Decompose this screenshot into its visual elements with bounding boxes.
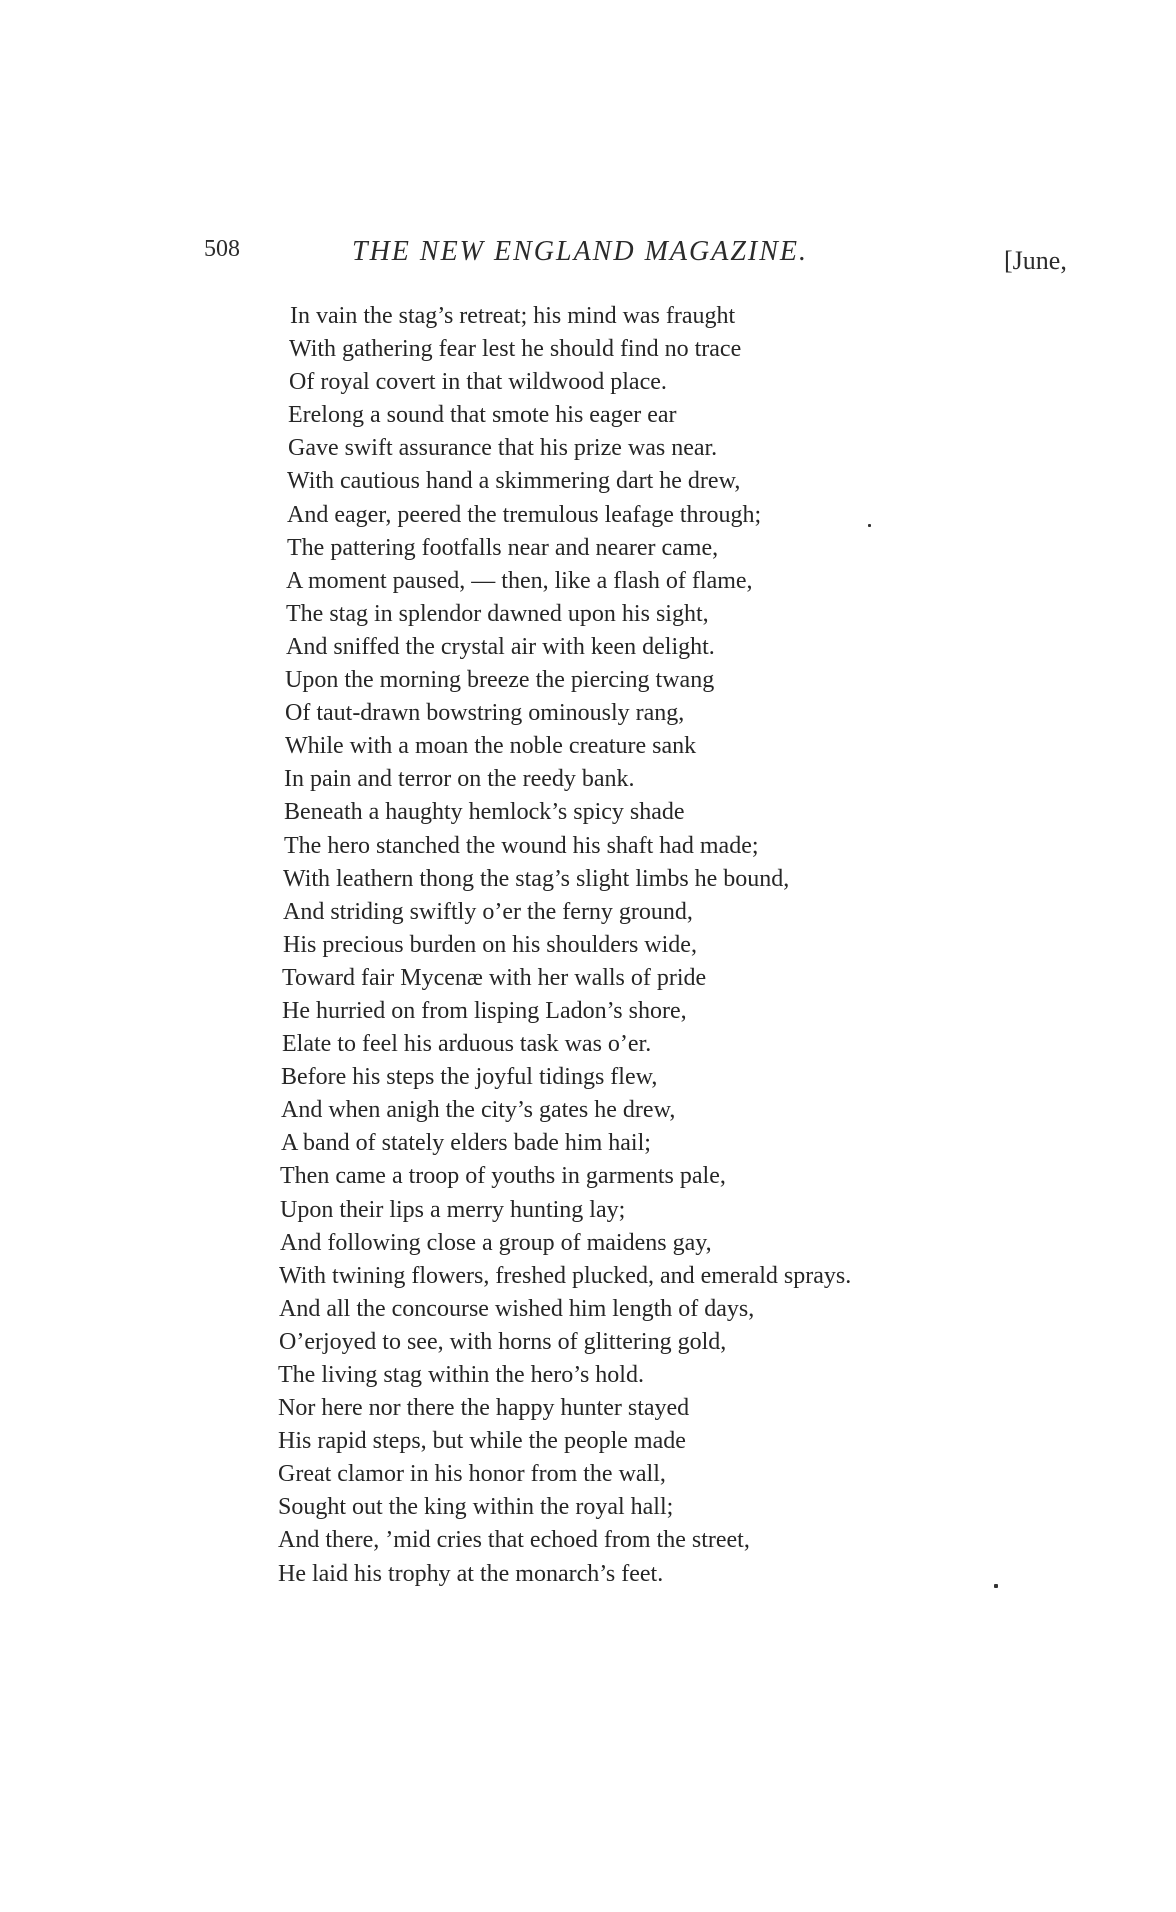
poem-line: With twining flowers, freshed plucked, and emerald sprays. [279,1262,852,1289]
poem-line: Of royal covert in that wildwood place. [289,369,667,396]
poem-line: And eager, peered the tremulous leafage through; [287,501,762,528]
poem [278,300,998,1591]
poem-line: And all the concourse wished him length of days, [279,1295,755,1322]
poem-line: With gathering fear lest he should find no trace [289,336,742,363]
poem-line: The living stag within the hero’s hold. [278,1362,644,1388]
poem-line: And striding swiftly o’er the ferny ground, [283,898,693,925]
poem-line: His precious burden on his shoulders wide, [283,931,697,958]
poem-line: A band of stately elders bade him hail; [281,1130,651,1157]
poem-line: And following close a group of maidens gay, [280,1229,712,1256]
poem-line: Before his steps the joyful tidings flew, [281,1064,658,1091]
poem-line: Erelong a sound that smote his eager ear [288,402,677,429]
poem-line: Toward fair Mycenæ with her walls of pride [282,964,707,991]
poem-line: He hurried on from lisping Ladon’s shore, [282,997,687,1024]
poem-line: And sniffed the crystal air with keen delight. [286,633,715,660]
page-header [204,236,1067,280]
poem-line: Upon their lips a merry hunting lay; [280,1196,626,1223]
poem-line: Of taut-drawn bowstring ominously rang, [285,700,685,727]
poem-line: Upon the morning breeze the piercing twang [285,667,715,694]
poem-line: With leathern thong the stag’s slight limbs he bound, [283,865,790,892]
poem-line: The stag in splendor dawned upon his sight, [286,600,709,627]
issue-month: [June, [1004,246,1067,275]
page-number: 508 [204,236,240,262]
poem-line: While with a moan the noble creature sank [285,733,697,760]
poem-line: O’erjoyed to see, with horns of glittering gold, [279,1328,727,1355]
poem-line: In vain the stag’s retreat; his mind was fraught [290,303,736,329]
poem-line: Elate to feel his arduous task was o’er. [282,1031,652,1058]
stray-ink-mark [994,1584,998,1588]
poem-line: Gave swift assurance that his prize was near. [288,435,718,462]
poem-line: Then came a troop of youths in garments pale, [280,1163,726,1190]
poem-line: Great clamor in his honor from the wall, [278,1461,666,1488]
poem-line: Sought out the king within the royal hall; [278,1494,674,1521]
poem-line: The pattering footfalls near and nearer came, [287,534,719,561]
poem-line: Nor here nor there the happy hunter stayed [278,1395,690,1422]
poem-line: A moment paused, — then, like a flash of flame, [286,567,753,594]
poem-line: In pain and terror on the reedy bank. [284,766,635,793]
poem-line: With cautious hand a skimmering dart he drew, [287,468,741,495]
poem-line: The hero stanched the wound his shaft had made; [284,832,759,859]
running-title: THE NEW ENGLAND MAGAZINE. [352,236,808,267]
poem-line: Beneath a haughty hemlock’s spicy shade [284,799,685,826]
stray-ink-mark [868,524,871,527]
poem-line: And when anigh the city’s gates he drew, [281,1097,676,1124]
poem-line: He laid his trophy at the monarch’s feet. [278,1560,664,1587]
poem-line: And there, ’mid cries that echoed from the street, [278,1527,750,1554]
poem-line: His rapid steps, but while the people made [278,1428,686,1455]
